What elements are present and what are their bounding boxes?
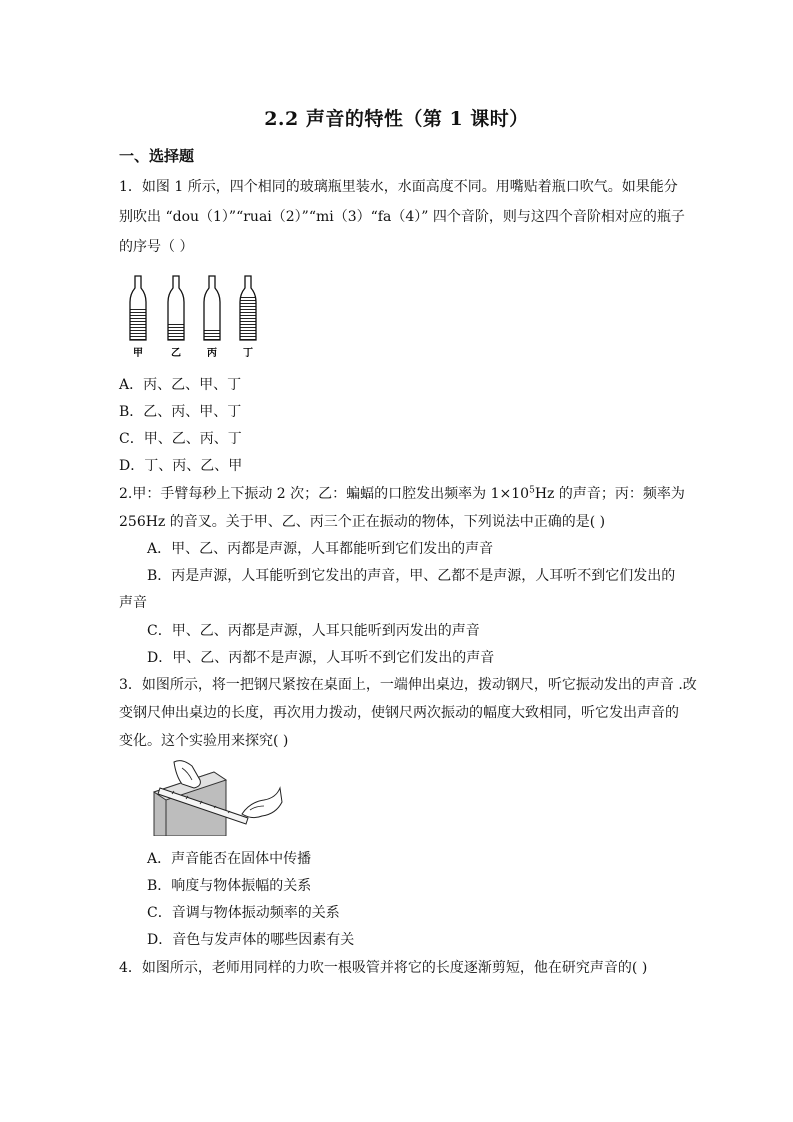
q3-option-b: B．响度与物体振幅的关系 — [147, 878, 312, 894]
ruler-on-table-figure — [152, 758, 284, 836]
q1-option-c: C．甲、乙、丙、丁 — [119, 431, 242, 447]
q3-option-c: C．音调与物体振动频率的关系 — [147, 905, 340, 921]
q1-text-line2: 别吹出 “dou（1）”“ruai（2）”“mi（3）“fa（4）” 四个音阶，则与这四个音阶相对应的瓶子 — [119, 209, 685, 225]
q3-option-a: A．声音能否在固体中传播 — [147, 851, 312, 867]
bottle-ding — [240, 276, 256, 340]
q2-option-b-line1: B．丙是声源，人耳能听到它发出的声音，甲、乙都不是声源，人耳听不到它们发出的 — [147, 568, 676, 584]
q2-text-line1-b: Hz 的声音；丙：频率为 — [534, 486, 685, 502]
q3-option-d: D．音色与发声体的哪些因素有关 — [147, 932, 355, 948]
q2-option-a: A．甲、乙、丙都是声源，人耳都能听到它们发出的声音 — [147, 541, 494, 557]
bottle-label-bing: 丙 — [207, 348, 217, 359]
q4-text-line1: 4．如图所示，老师用同样的力吹一根吸管并将它的长度逐渐剪短，他在研究声音的( ) — [119, 960, 648, 976]
q1-option-d: D．丁、丙、乙、甲 — [119, 458, 243, 474]
bottle-label-yi: 乙 — [171, 348, 181, 359]
q2-text-line1-a: 2.甲：手臂每秒上下振动 2 次；乙：蝙蝠的口腔发出频率为 1×10 — [119, 486, 530, 502]
bottle-yi — [168, 276, 184, 340]
q2-option-c: C．甲、乙、丙都是声源，人耳只能听到丙发出的声音 — [147, 623, 480, 639]
q2-option-d: D．甲、乙、丙都不是声源，人耳听不到它们发出的声音 — [147, 650, 495, 666]
bottles-figure — [124, 272, 274, 360]
bottle-label-jia: 甲 — [133, 348, 143, 359]
q2-text-line1 — [119, 483, 685, 503]
q1-text-line3: 的序号（ ） — [119, 239, 194, 255]
q1-option-b: B．乙、丙、甲、丁 — [119, 404, 242, 420]
q2-text-line2: 256Hz 的音叉。关于甲、乙、丙三个正在振动的物体，下列说法中正确的是( ) — [119, 514, 606, 530]
q3-text-line3: 变化。这个实验用来探究( ) — [119, 733, 289, 749]
q2-exponent: 5 — [529, 485, 535, 496]
q1-option-a: A．丙、乙、甲、丁 — [119, 377, 242, 393]
q1-text-line1: 1．如图 1 所示，四个相同的玻璃瓶里装水，水面高度不同。用嘴贴着瓶口吹气。如果能分 — [119, 179, 678, 195]
bottle-label-ding: 丁 — [243, 348, 253, 359]
page-title: 2.2 声音的特性（第 1 课时） — [264, 108, 529, 130]
bottle-jia — [130, 276, 146, 340]
q3-text-line2: 变钢尺伸出桌边的长度，再次用力拨动，使钢尺两次振动的幅度大致相同，听它发出声音的 — [119, 705, 679, 721]
q2-option-b-line2: 声音 — [119, 595, 147, 611]
section-heading: 一、选择题 — [119, 147, 195, 165]
q3-text-line1: 3．如图所示，将一把钢尺紧按在桌面上，一端伸出桌边，拨动钢尺，听它振动发出的声音 .改 — [119, 677, 697, 693]
bottle-bing — [204, 276, 220, 340]
